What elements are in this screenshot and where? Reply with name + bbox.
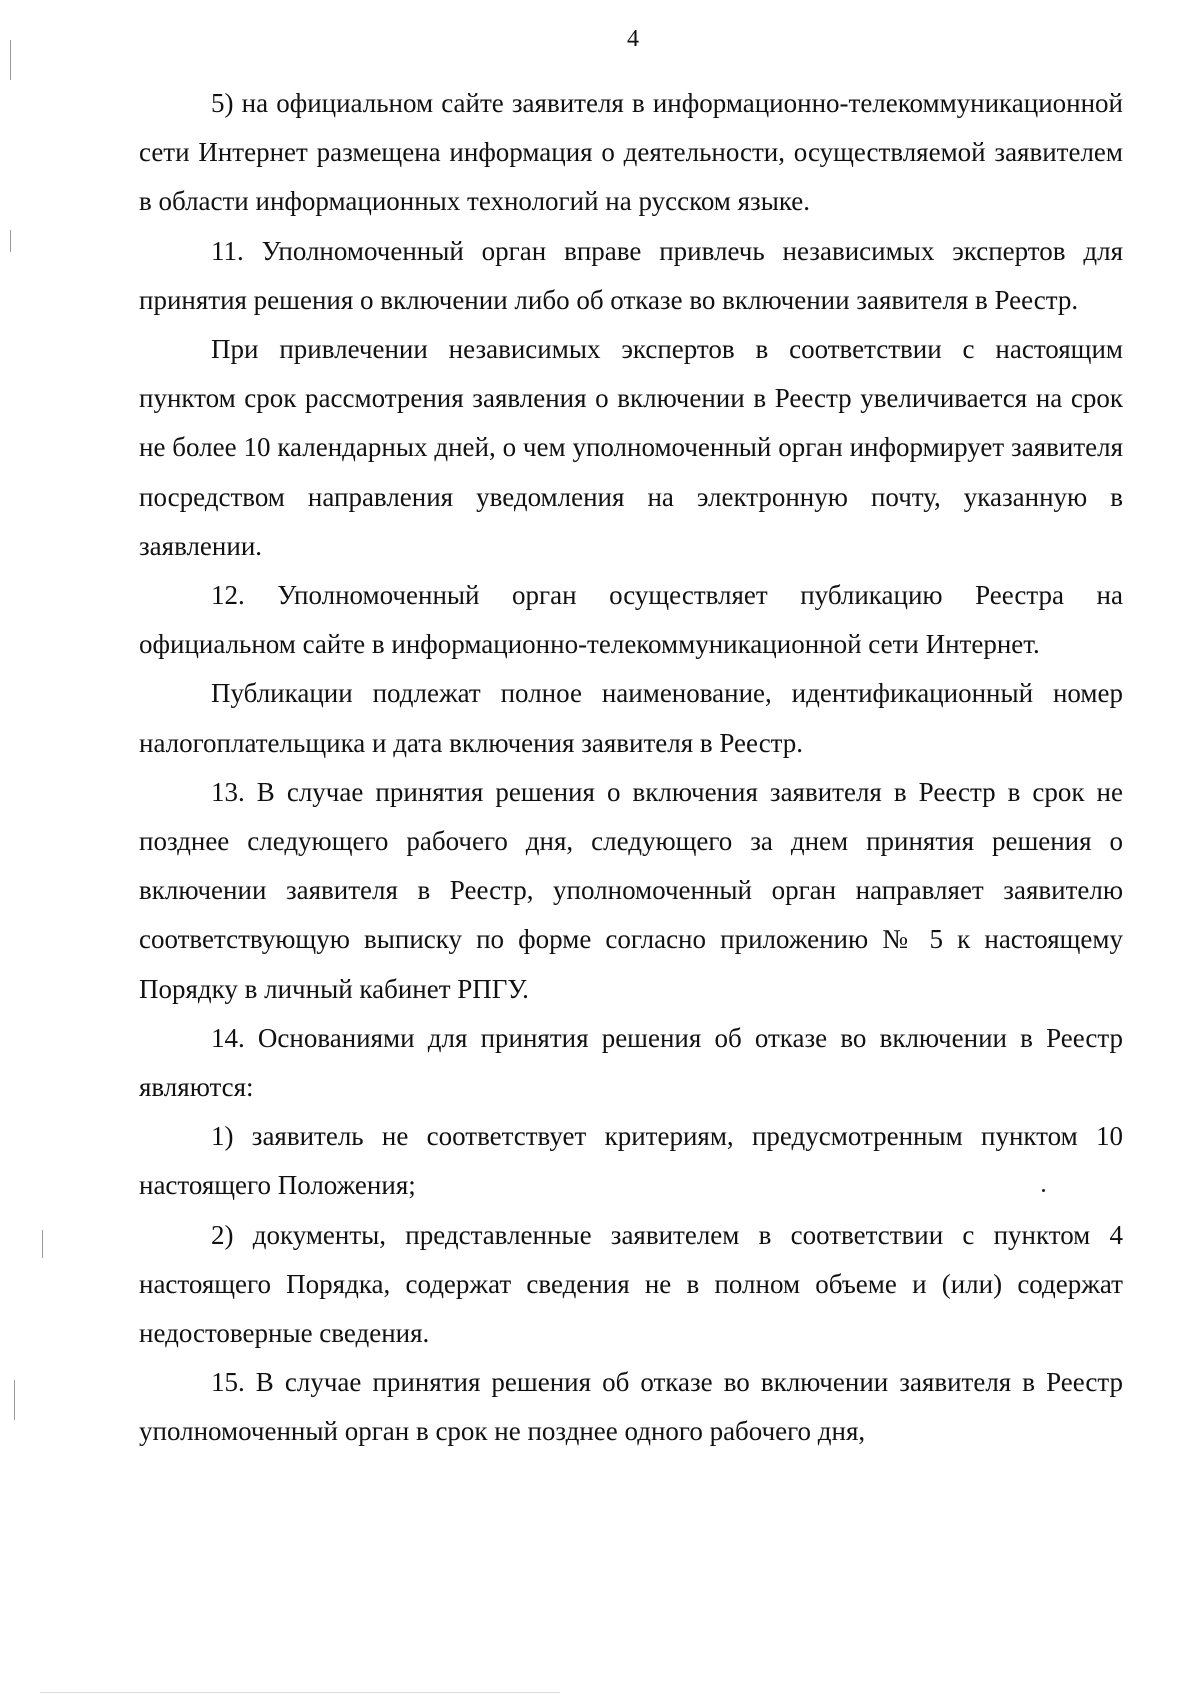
paragraph-clause-15: 15. В случае принятия решения об отказе во включении заявителя в Реестр уполномоченный орган в срок не позднее одного рабочего дня, [139,1367,1123,1447]
paragraph-clause-14-item-2: 2) документы, представленные заявителем в соответствии с пунктом 4 настоящего Порядка, содержат сведения не в полном объеме и (или) содержат недостоверные сведения. [139,1219,1123,1349]
scan-artifact-left-3 [42,1230,43,1258]
scan-artifact-left-2 [10,230,11,252]
paragraph-clause-11: 11. Уполномоченный орган вправе привлечь независимых экспертов для принятия решения о включении либо об отказе во включении заявителя в Реестр. [139,235,1123,315]
paragraph-clause-13: 13. В случае принятия решения о включения заявителя в Реестр в срок не позднее следующего рабочего дня, следующего за днем принятия решения о включении заявителя в Реестр, уполномоченный орган направляет заявителю соответствующую выписку по форме согласно приложению № 5 к настоящему Порядку в личный кабинет РПГУ. [139,776,1123,1004]
paragraph-clause-12: 12. Уполномоченный орган осуществляет публикацию Реестра на официальном сайте в информационно-телекоммуникационной сети Интернет. [139,580,1123,660]
scan-artifact-left-4 [14,1380,15,1420]
paragraph-item-5: 5) на официальном сайте заявителя в информационно-телекоммуникационной сети Интернет размещена информация о деятельности, осуществляемой заявителем в области информационных технологий на русском языке. [139,88,1123,217]
document-body [139,79,1123,1457]
scan-artifact-bottom [40,1692,560,1693]
scan-artifact-left-1 [10,40,11,80]
scan-artifact-dot [1042,1189,1045,1192]
paragraph-clause-14: 14. Основаниями для принятия решения об отказе во включении в Реестр являются: [139,1022,1123,1103]
paragraph-clause-11-experts: При привлечении независимых экспертов в соответствии с настоящим пунктом срок рассмотрения заявления о включении в Реестр увеличивается на срок не более 10 календарных дней, о чем уполномоченный орган информирует заявителя посредством направления уведомления на электронную почту, указанную в заявлении. [139,334,1123,561]
page-number: 4 [627,26,639,52]
paragraph-clause-12-publication: Публикации подлежат полное наименование, идентификационный номер налогоплательщика и дата включения заявителя в Реестр. [139,678,1123,758]
paragraph-clause-14-item-1: 1) заявитель не соответствует критериям, предусмотренным пунктом 10 настоящего Положения; [139,1121,1123,1201]
